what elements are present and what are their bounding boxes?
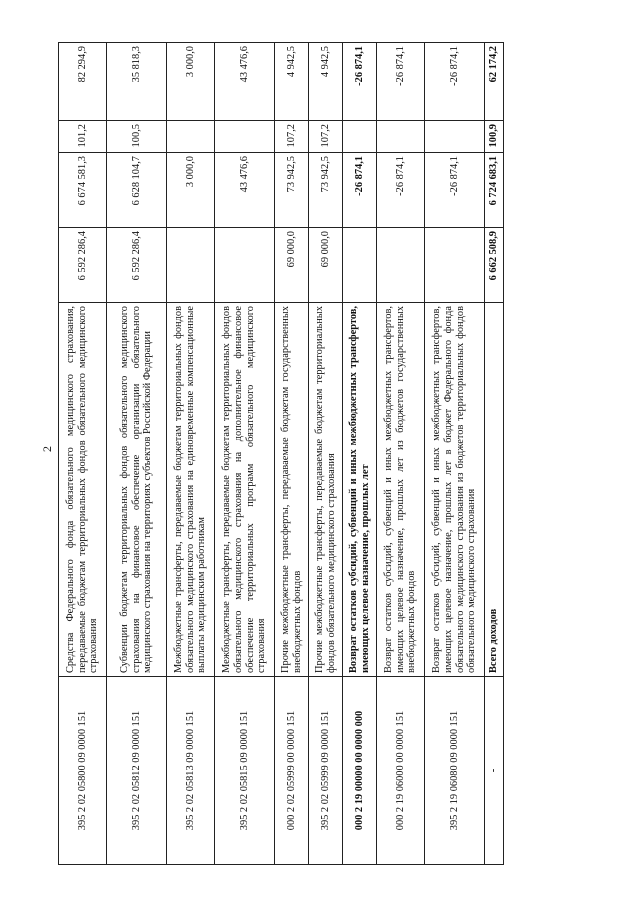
row-percent xyxy=(343,121,377,153)
row-deviation: 3 000,0 xyxy=(167,43,215,121)
total-row xyxy=(485,43,504,865)
row-percent: 101,2 xyxy=(59,121,107,153)
row-fact: -26 874,1 xyxy=(377,153,425,228)
row-code: 395 2 02 05813 09 0000 151 xyxy=(167,677,215,865)
row-code: 395 2 02 05815 09 0000 151 xyxy=(215,677,275,865)
table-row xyxy=(59,43,107,865)
row-code: 000 2 19 00000 00 0000 000 xyxy=(343,677,377,865)
total-deviation: 62 174,2 xyxy=(485,43,504,121)
row-deviation: 4 942,5 xyxy=(309,43,343,121)
row-fact: 73 942,5 xyxy=(309,153,343,228)
total-percent: 100,9 xyxy=(485,121,504,153)
row-name: Межбюджетные трансферты, передаваемые бюджетам территориальных фондов обязательного медицинского страхования на единовременные компенсационные выплаты медицинским работникам xyxy=(167,303,215,677)
row-plan: 6 592 286,4 xyxy=(107,228,167,303)
table-row xyxy=(309,43,343,865)
row-plan xyxy=(215,228,275,303)
row-percent: 107,2 xyxy=(309,121,343,153)
page-number: 2 xyxy=(40,446,54,452)
row-name: Межбюджетные трансферты, передаваемые бюджетам территориальных фондов обязательного медицинского страхования на дополнительное финансовое обеспечение территориальных программ обязательного медицинского страхования xyxy=(215,303,275,677)
table-row xyxy=(275,43,309,865)
total-code: - xyxy=(485,677,504,865)
row-code: 395 2 02 05812 09 0000 151 xyxy=(107,677,167,865)
row-plan: 6 592 286,4 xyxy=(59,228,107,303)
row-percent xyxy=(167,121,215,153)
row-name: Возврат остатков субсидий, субвенций и иных межбюджетных трансфертов, имеющих целевое назначение, прошлых лет xyxy=(343,303,377,677)
row-plan: 69 000,0 xyxy=(275,228,309,303)
row-deviation: -26 874,1 xyxy=(343,43,377,121)
row-fact: 6 674 581,3 xyxy=(59,153,107,228)
row-plan xyxy=(425,228,485,303)
row-name: Возврат остатков субсидий, субвенций и иных межбюджетных трансфертов, имеющих целевое назначение, прошлых лет из бюджетов государственных внебюджетных фондов xyxy=(377,303,425,677)
row-percent xyxy=(425,121,485,153)
row-name: Средства Федерального фонда обязательного медицинского страхования, передаваемые бюджетам территориальных фондов обязательного медицинского страхования xyxy=(59,303,107,677)
table-row xyxy=(215,43,275,865)
row-fact: 43 476,6 xyxy=(215,153,275,228)
row-deviation: 82 294,9 xyxy=(59,43,107,121)
table-row xyxy=(425,43,485,865)
table-row xyxy=(167,43,215,865)
row-plan xyxy=(343,228,377,303)
table-row xyxy=(343,43,377,865)
row-percent xyxy=(215,121,275,153)
row-deviation: 4 942,5 xyxy=(275,43,309,121)
row-code: 395 2 02 05800 09 0000 151 xyxy=(59,677,107,865)
row-plan xyxy=(167,228,215,303)
row-deviation: 35 818,3 xyxy=(107,43,167,121)
row-percent: 100,5 xyxy=(107,121,167,153)
table-row xyxy=(107,43,167,865)
row-code: 395 2 02 05999 09 0000 151 xyxy=(309,677,343,865)
total-name: Всего доходов xyxy=(485,303,504,677)
row-fact: 73 942,5 xyxy=(275,153,309,228)
row-plan xyxy=(377,228,425,303)
row-deviation: 43 476,6 xyxy=(215,43,275,121)
row-deviation: -26 874,1 xyxy=(425,43,485,121)
row-fact: -26 874,1 xyxy=(425,153,485,228)
row-name: Субвенции бюджетам территориальных фондов обязательного медицинского страхования на финансовое обеспечение организации обязательного медицинского страхования на территориях субъектов Российской Федерации xyxy=(107,303,167,677)
row-fact: 6 628 104,7 xyxy=(107,153,167,228)
income-table xyxy=(58,42,504,865)
row-name: Прочие межбюджетные трансферты, передаваемые бюджетам территориальных фондов обязательного медицинского страхования xyxy=(309,303,343,677)
total-plan: 6 662 508,9 xyxy=(485,228,504,303)
row-percent: 107,2 xyxy=(275,121,309,153)
row-percent xyxy=(377,121,425,153)
rotated-table-container xyxy=(58,43,500,865)
row-plan: 69 000,0 xyxy=(309,228,343,303)
row-code: 395 2 19 06080 09 0000 151 xyxy=(425,677,485,865)
row-name: Возврат остатков субсидий, субвенций и иных межбюджетных трансфертов, имеющих целевое назначение, прошлых лет в бюджет Федерального фонда обязательного медицинского страхования из бюджетов территориальных фондов обязательного медицинского страхования xyxy=(425,303,485,677)
row-fact: -26 874,1 xyxy=(343,153,377,228)
row-fact: 3 000,0 xyxy=(167,153,215,228)
row-name: Прочие межбюджетные трансферты, передаваемые бюджетам государственных внебюджетных фондов xyxy=(275,303,309,677)
total-fact: 6 724 683,1 xyxy=(485,153,504,228)
row-deviation: -26 874,1 xyxy=(377,43,425,121)
row-code: 000 2 19 06000 00 0000 151 xyxy=(377,677,425,865)
row-code: 000 2 02 05999 00 0000 151 xyxy=(275,677,309,865)
table-row xyxy=(377,43,425,865)
